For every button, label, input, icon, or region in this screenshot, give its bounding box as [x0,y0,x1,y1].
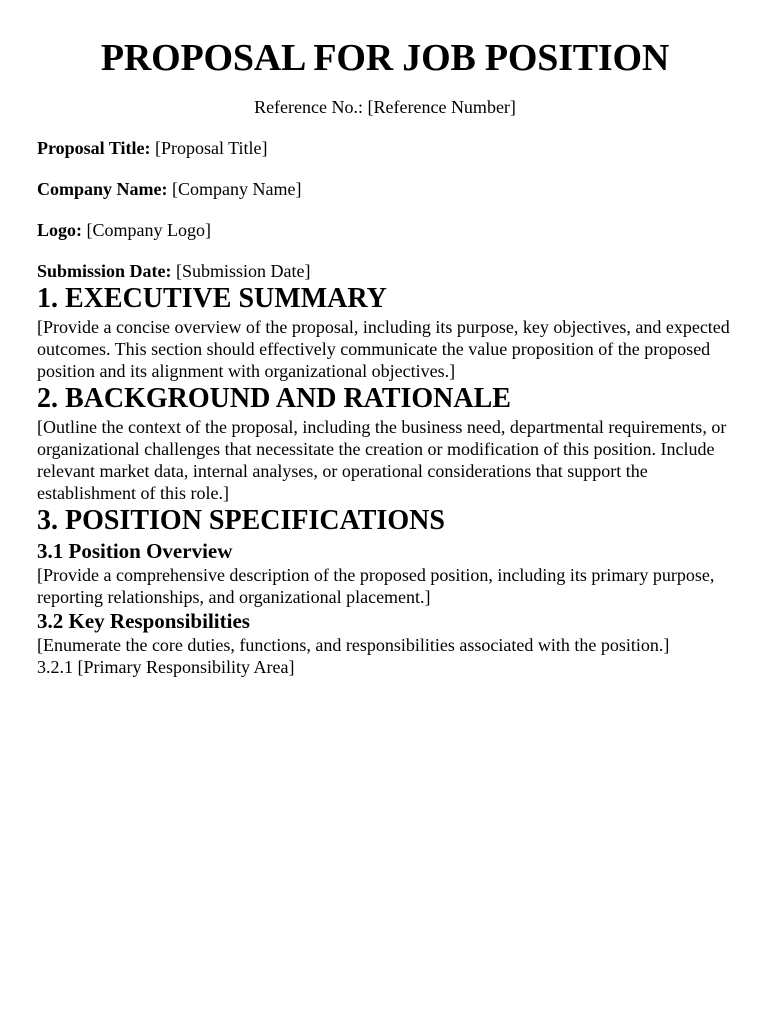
meta-label: Logo: [37,220,82,240]
meta-label: Proposal Title: [37,138,151,158]
meta-proposal-title [37,137,733,159]
meta-submission-date [37,260,733,282]
subsection-text-key-responsibilities: [Enumerate the core duties, functions, and responsibilities associated with the position.] [37,635,670,655]
subsection-text-position-overview: [Provide a comprehensive description of the proposed position, including its primary purpose, reporting relationships, and organizational placement.] [37,565,715,607]
section-heading-position-specifications: 3. POSITION SPECIFICATIONS [37,505,445,536]
meta-logo [37,219,733,241]
reference-number: Reference No.: [Reference Number] [254,97,516,117]
meta-value: [Submission Date] [171,261,311,281]
meta-company-name [37,178,733,200]
meta-value: [Company Name] [167,179,302,199]
section-text-background: [Outline the context of the proposal, including the business need, departmental requirements, or organizational challenges that necessitate the creation or modification of this position. Include relevant market data, internal analyses, or operational considerations that support the establishment of this role.] [37,417,727,503]
document-title: PROPOSAL FOR JOB POSITION [100,37,670,79]
meta-value: [Company Logo] [82,220,211,240]
subsection-heading-key-responsibilities: 3.2 Key Responsibilities [37,609,250,633]
meta-value: [Proposal Title] [150,138,268,158]
section-heading-executive-summary: 1. EXECUTIVE SUMMARY [37,283,387,314]
section-heading-background: 2. BACKGROUND AND RATIONALE [37,383,511,414]
subsection-heading-position-overview: 3.1 Position Overview [37,539,233,563]
meta-label: Company Name: [37,179,168,199]
meta-label: Submission Date: [37,261,172,281]
responsibility-item: 3.2.1 [Primary Responsibility Area] [37,657,295,677]
section-text-executive-summary: [Provide a concise overview of the proposal, including its purpose, key objectives, and expected outcomes. This section should effectively communicate the value proposition of the proposed position and its alignment with organizational objectives.] [37,317,730,381]
